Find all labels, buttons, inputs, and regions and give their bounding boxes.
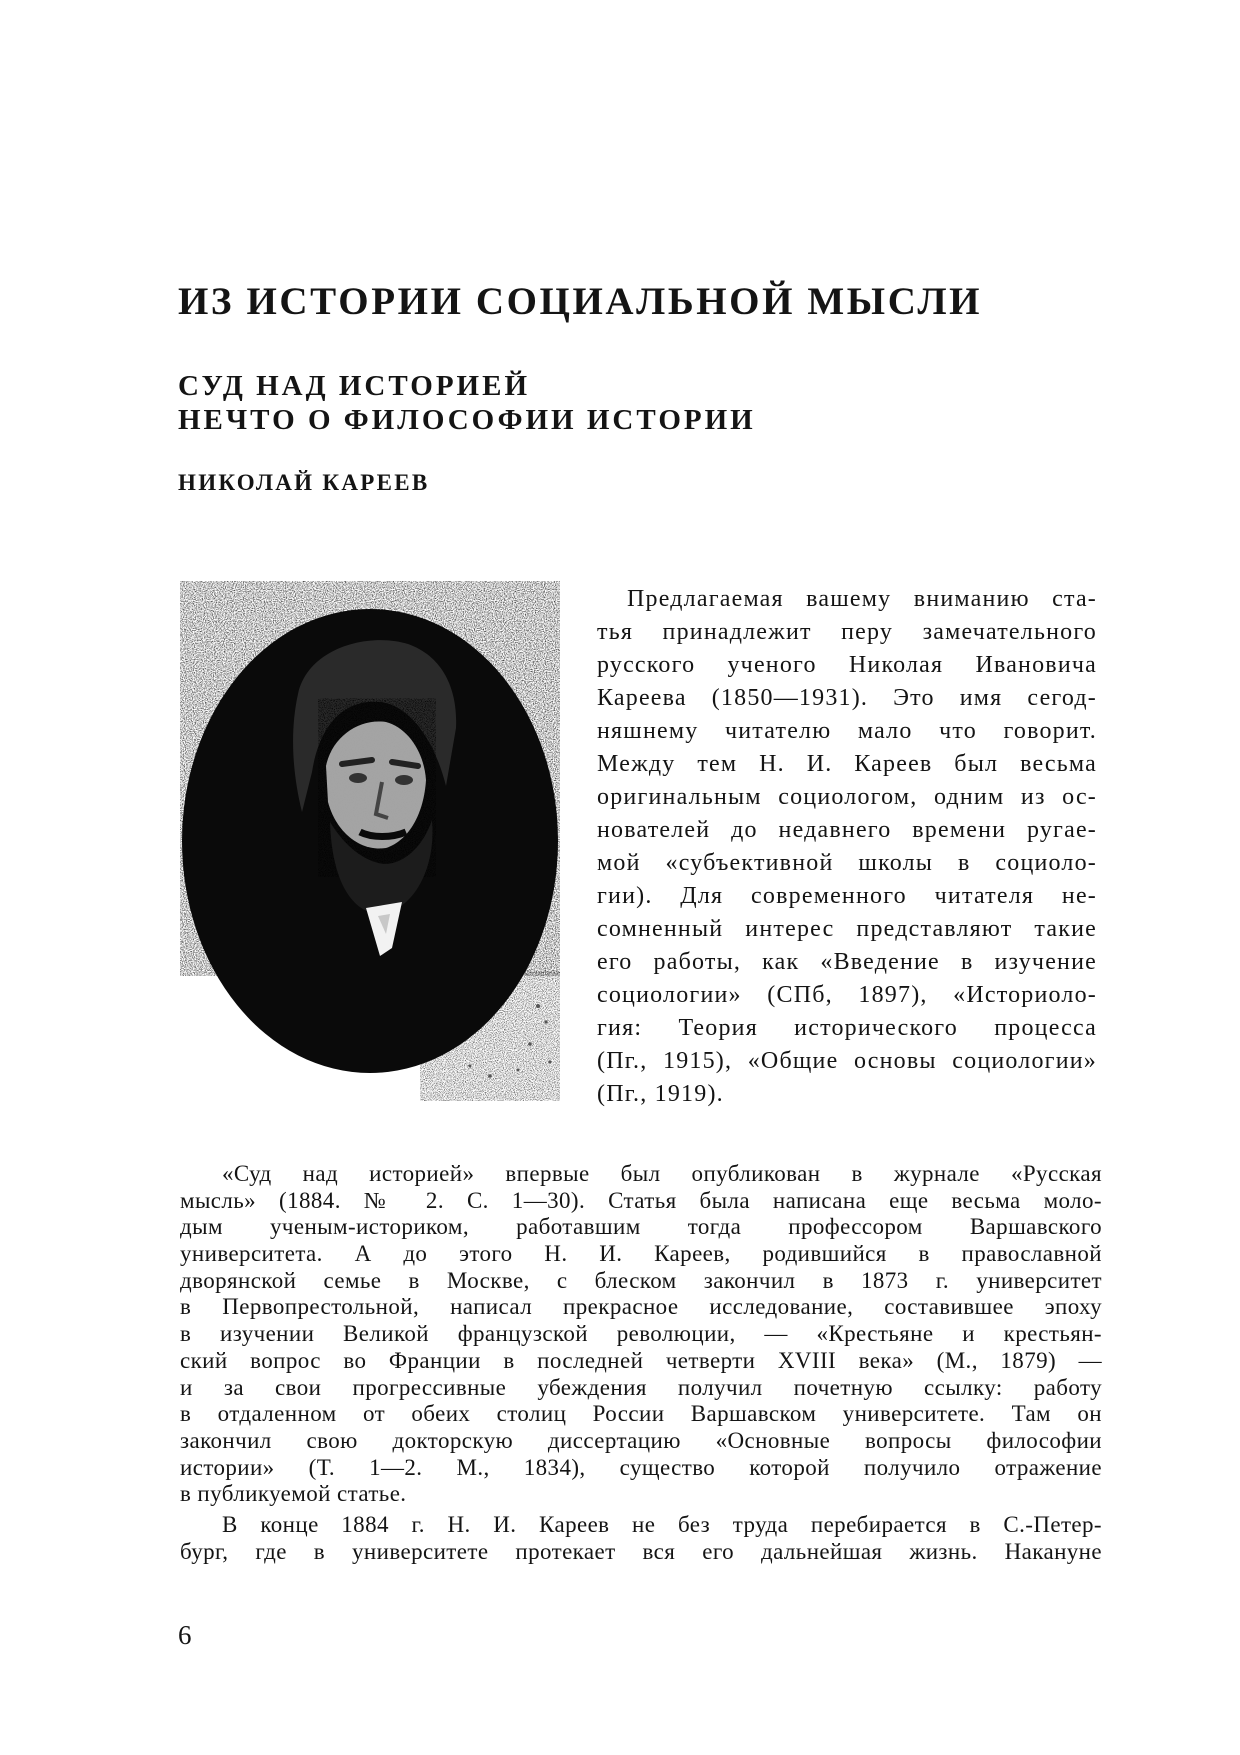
intro-line: Кареева (1850—1931). Это имя сегод- — [597, 685, 1097, 711]
body-line: мысль» (1884. № 2. С. 1—30). Статья была написана еще весьма моло- — [180, 1187, 1102, 1213]
intro-line: гии). Для современного читателя не- — [597, 883, 1097, 909]
article-title-line-1: СУД НАД ИСТОРИЕЙ — [178, 370, 531, 402]
body-paragraph-2 — [180, 1512, 1102, 1565]
body-line: в отдаленном от обеих столиц России Варшавском университете. Там он — [180, 1401, 1102, 1427]
body-line: закончил свою докторскую диссертацию «Основные вопросы философии — [180, 1427, 1102, 1453]
body-line: и за свои прогрессивные убеждения получил почетную ссылку: работу — [180, 1374, 1102, 1400]
intro-line: (Пг., 1915), «Общие основы социологии» — [597, 1048, 1097, 1074]
article-title-line-2: НЕЧТО О ФИЛОСОФИИ ИСТОРИИ — [178, 404, 756, 436]
article-body — [180, 1161, 1102, 1565]
body-line: в Первопрестольной, написал прекрасное исследование, составившее эпоху — [180, 1294, 1102, 1320]
body-line: в публикуемой статье. — [180, 1481, 407, 1507]
intro-line: сомненный интерес представляют такие — [597, 916, 1097, 942]
body-line: дым ученым-историком, работавшим тогда профессором Варшавского — [180, 1214, 1102, 1240]
intro-line: русского ученого Николая Ивановича — [597, 652, 1097, 678]
body-line: в изучении Великой французской революции, — «Крестьяне и крестьян- — [180, 1321, 1102, 1347]
body-line: В конце 1884 г. Н. И. Кареев не без труда перебирается в С.-Петер- — [222, 1511, 1102, 1537]
intro-line: тья принадлежит перу замечательного — [597, 619, 1097, 645]
section-title: ИЗ ИСТОРИИ СОЦИАЛЬНОЙ МЫСЛИ — [178, 280, 983, 323]
intro-line: няшнему читателю мало что говорит. — [597, 718, 1097, 744]
intro-line: (Пг., 1919). — [597, 1081, 724, 1107]
intro-paragraph — [597, 583, 1097, 1111]
body-line: ский вопрос во Франции в последней четверти XVIII века» (М., 1879) — — [180, 1347, 1102, 1373]
intro-line: Предлагаемая вашему вниманию ста- — [627, 586, 1097, 612]
body-line: бург, где в университете протекает вся его дальнейшая жизнь. Накануне — [180, 1538, 1102, 1564]
intro-line: социологии» (СПб, 1897), «Историоло- — [597, 982, 1097, 1008]
intro-line: его работы, как «Введение в изучение — [597, 949, 1097, 975]
intro-line: мой «субъективной школы в социоло- — [597, 850, 1097, 876]
body-line: «Суд над историей» впервые был опубликован в журнале «Русская — [222, 1161, 1102, 1186]
body-line: дворянской семье в Москве, с блеском закончил в 1873 г. университет — [180, 1267, 1102, 1293]
article-title — [178, 369, 756, 437]
page-number: 6 — [178, 1620, 192, 1650]
body-paragraph-1 — [180, 1161, 1102, 1508]
intro-line: нователей до недавнего времени ругае- — [597, 817, 1097, 843]
intro-line: гия: Теория исторического процесса — [597, 1015, 1097, 1041]
body-line: истории» (Т. 1—2. М., 1834), существо которой получило отражение — [180, 1454, 1102, 1480]
intro-line: оригинальным социологом, одним из ос- — [597, 784, 1097, 810]
author-name: НИКОЛАЙ КАРЕЕВ — [178, 470, 430, 495]
author-portrait — [170, 576, 560, 1106]
body-line: университета. А до этого Н. И. Кареев, родившийся в православной — [180, 1241, 1102, 1267]
intro-line: Между тем Н. И. Кареев был весьма — [597, 751, 1097, 777]
